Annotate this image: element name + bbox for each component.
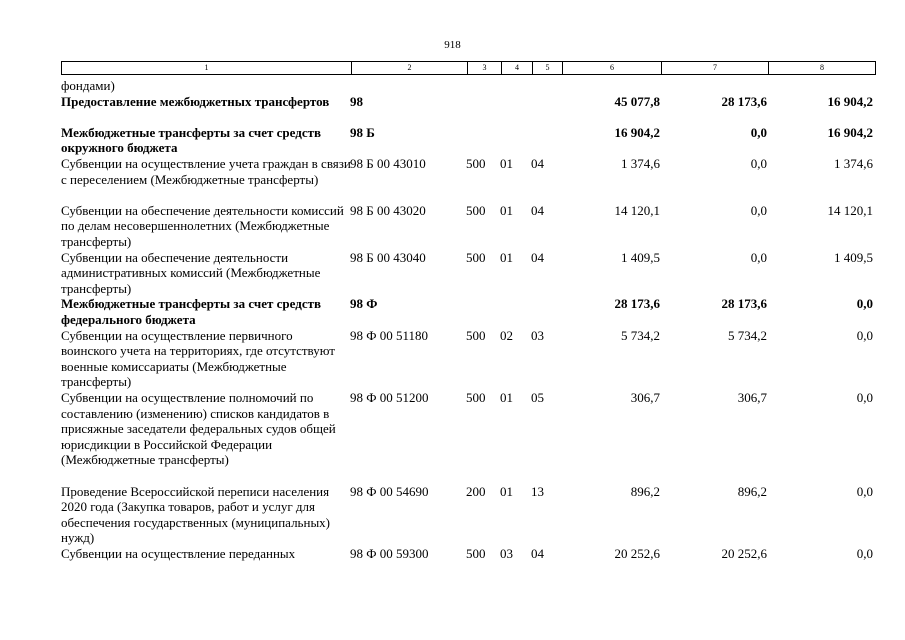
row-name: Межбюджетные трансферты за счет средств окружного бюджета [61,124,322,156]
row-total: 28 173,6 [614,296,660,312]
row-vr: 500 [466,155,486,171]
row-fed: 20 252,6 [721,545,767,561]
table-row [0,203,905,250]
table-row [0,250,905,297]
table-row [0,390,905,484]
header-col-3: 3 [467,62,501,74]
row-total: 14 120,1 [614,202,660,218]
row-rz: 01 [500,249,513,265]
row-total: 45 077,8 [614,93,660,109]
row-fed: 306,7 [737,389,767,405]
row-code: 98 Б 00 43020 [350,202,426,218]
row-vr: 500 [466,327,486,343]
row-vr: 500 [466,389,486,405]
row-total: 306,7 [630,389,660,405]
row-pr: 04 [531,202,544,218]
row-fed: 5 734,2 [728,327,767,343]
table-row [0,296,905,327]
row-code: 98 Б 00 43010 [350,155,426,171]
row-total: 20 252,6 [614,545,660,561]
row-vr: 200 [466,483,486,499]
row-name: Субвенции на осуществление полномочий по составлению (изменению) списков кандидатов в присяжные заседатели федеральных судов общей юрисдикции в Российской Федерации (Межбюджетные трансферты) [61,389,336,468]
table-row [0,125,905,156]
table-row [0,94,905,125]
row-fed: 28 173,6 [721,296,767,312]
table-row [0,78,905,94]
row-name: Субвенции на осуществление переданных [61,545,296,561]
row-rz: 02 [500,327,513,343]
row-pr: 05 [531,389,544,405]
header-col-8: 8 [768,62,875,74]
row-okr: 16 904,2 [827,124,873,140]
page-number: 918 [444,39,461,51]
row-pr: 04 [531,155,544,171]
table-row [0,484,905,546]
header-col-7: 7 [661,62,768,74]
table-row [0,546,905,562]
row-name: Предоставление межбюджетных трансфертов [61,93,330,109]
row-okr: 0,0 [856,389,873,405]
row-name: Субвенции на осуществление учета граждан в связи с переселением (Межбюджетные трансферты) [61,155,351,187]
row-okr: 0,0 [856,545,873,561]
row-code: 98 Ф 00 51200 [350,389,429,405]
row-pr: 04 [531,545,544,561]
row-okr: 14 120,1 [827,202,873,218]
row-code: 98 Б 00 43040 [350,249,426,265]
table-body [0,78,905,562]
row-pr: 03 [531,327,544,343]
row-rz: 01 [500,389,513,405]
row-pr: 04 [531,249,544,265]
row-code: 98 Ф 00 59300 [350,545,429,561]
row-fed: 896,2 [737,483,767,499]
row-okr: 1 409,5 [834,249,873,265]
row-code: 98 Ф 00 51180 [350,327,429,343]
header-col-5: 5 [532,62,562,74]
row-total: 16 904,2 [614,124,660,140]
row-vr: 500 [466,545,486,561]
header-col-1: 1 [204,63,209,72]
row-fed: 0,0 [750,124,767,140]
table-row [0,328,905,390]
row-total: 1 409,5 [621,249,660,265]
row-code: 98 Ф 00 54690 [350,483,429,499]
row-name: Субвенции на обеспечение деятельности комиссий по делам несовершеннолетних (Межбюджетные трансферты) [61,202,344,249]
row-okr: 0,0 [856,296,873,312]
row-code: 98 [350,93,363,109]
row-okr: 1 374,6 [834,155,873,171]
row-name: Межбюджетные трансферты за счет средств федерального бюджета [61,296,322,327]
row-fed: 28 173,6 [721,93,767,109]
row-fed: 0,0 [750,155,767,171]
row-total: 1 374,6 [621,155,660,171]
table-header [61,61,876,75]
header-col-6: 6 [562,62,661,74]
row-name: фондами) [61,78,115,93]
header-col-4: 4 [501,62,532,74]
row-okr: 16 904,2 [827,93,873,109]
row-code: 98 Б [350,124,375,140]
row-rz: 01 [500,155,513,171]
row-code: 98 Ф [350,296,378,312]
row-total: 5 734,2 [621,327,660,343]
row-fed: 0,0 [750,249,767,265]
row-rz: 01 [500,483,513,499]
header-col-2: 2 [351,62,467,74]
row-okr: 0,0 [856,483,873,499]
row-okr: 0,0 [856,327,873,343]
table-row [0,156,905,203]
row-fed: 0,0 [750,202,767,218]
row-name: Субвенции на осуществление первичного воинского учета на территориях, где отсутствуют военные комиссариаты (Межбюджетные трансферты) [61,327,335,390]
row-total: 896,2 [630,483,660,499]
row-vr: 500 [466,249,486,265]
row-name: Субвенции на обеспечение деятельности административных комиссий (Межбюджетные трансферты) [61,249,321,296]
row-name: Проведение Всероссийской переписи населения 2020 года (Закупка товаров, работ и услуг для обеспечения государственных (муниципальных) нужд) [61,483,331,546]
row-rz: 01 [500,202,513,218]
row-pr: 13 [531,483,544,499]
row-vr: 500 [466,202,486,218]
row-rz: 03 [500,545,513,561]
